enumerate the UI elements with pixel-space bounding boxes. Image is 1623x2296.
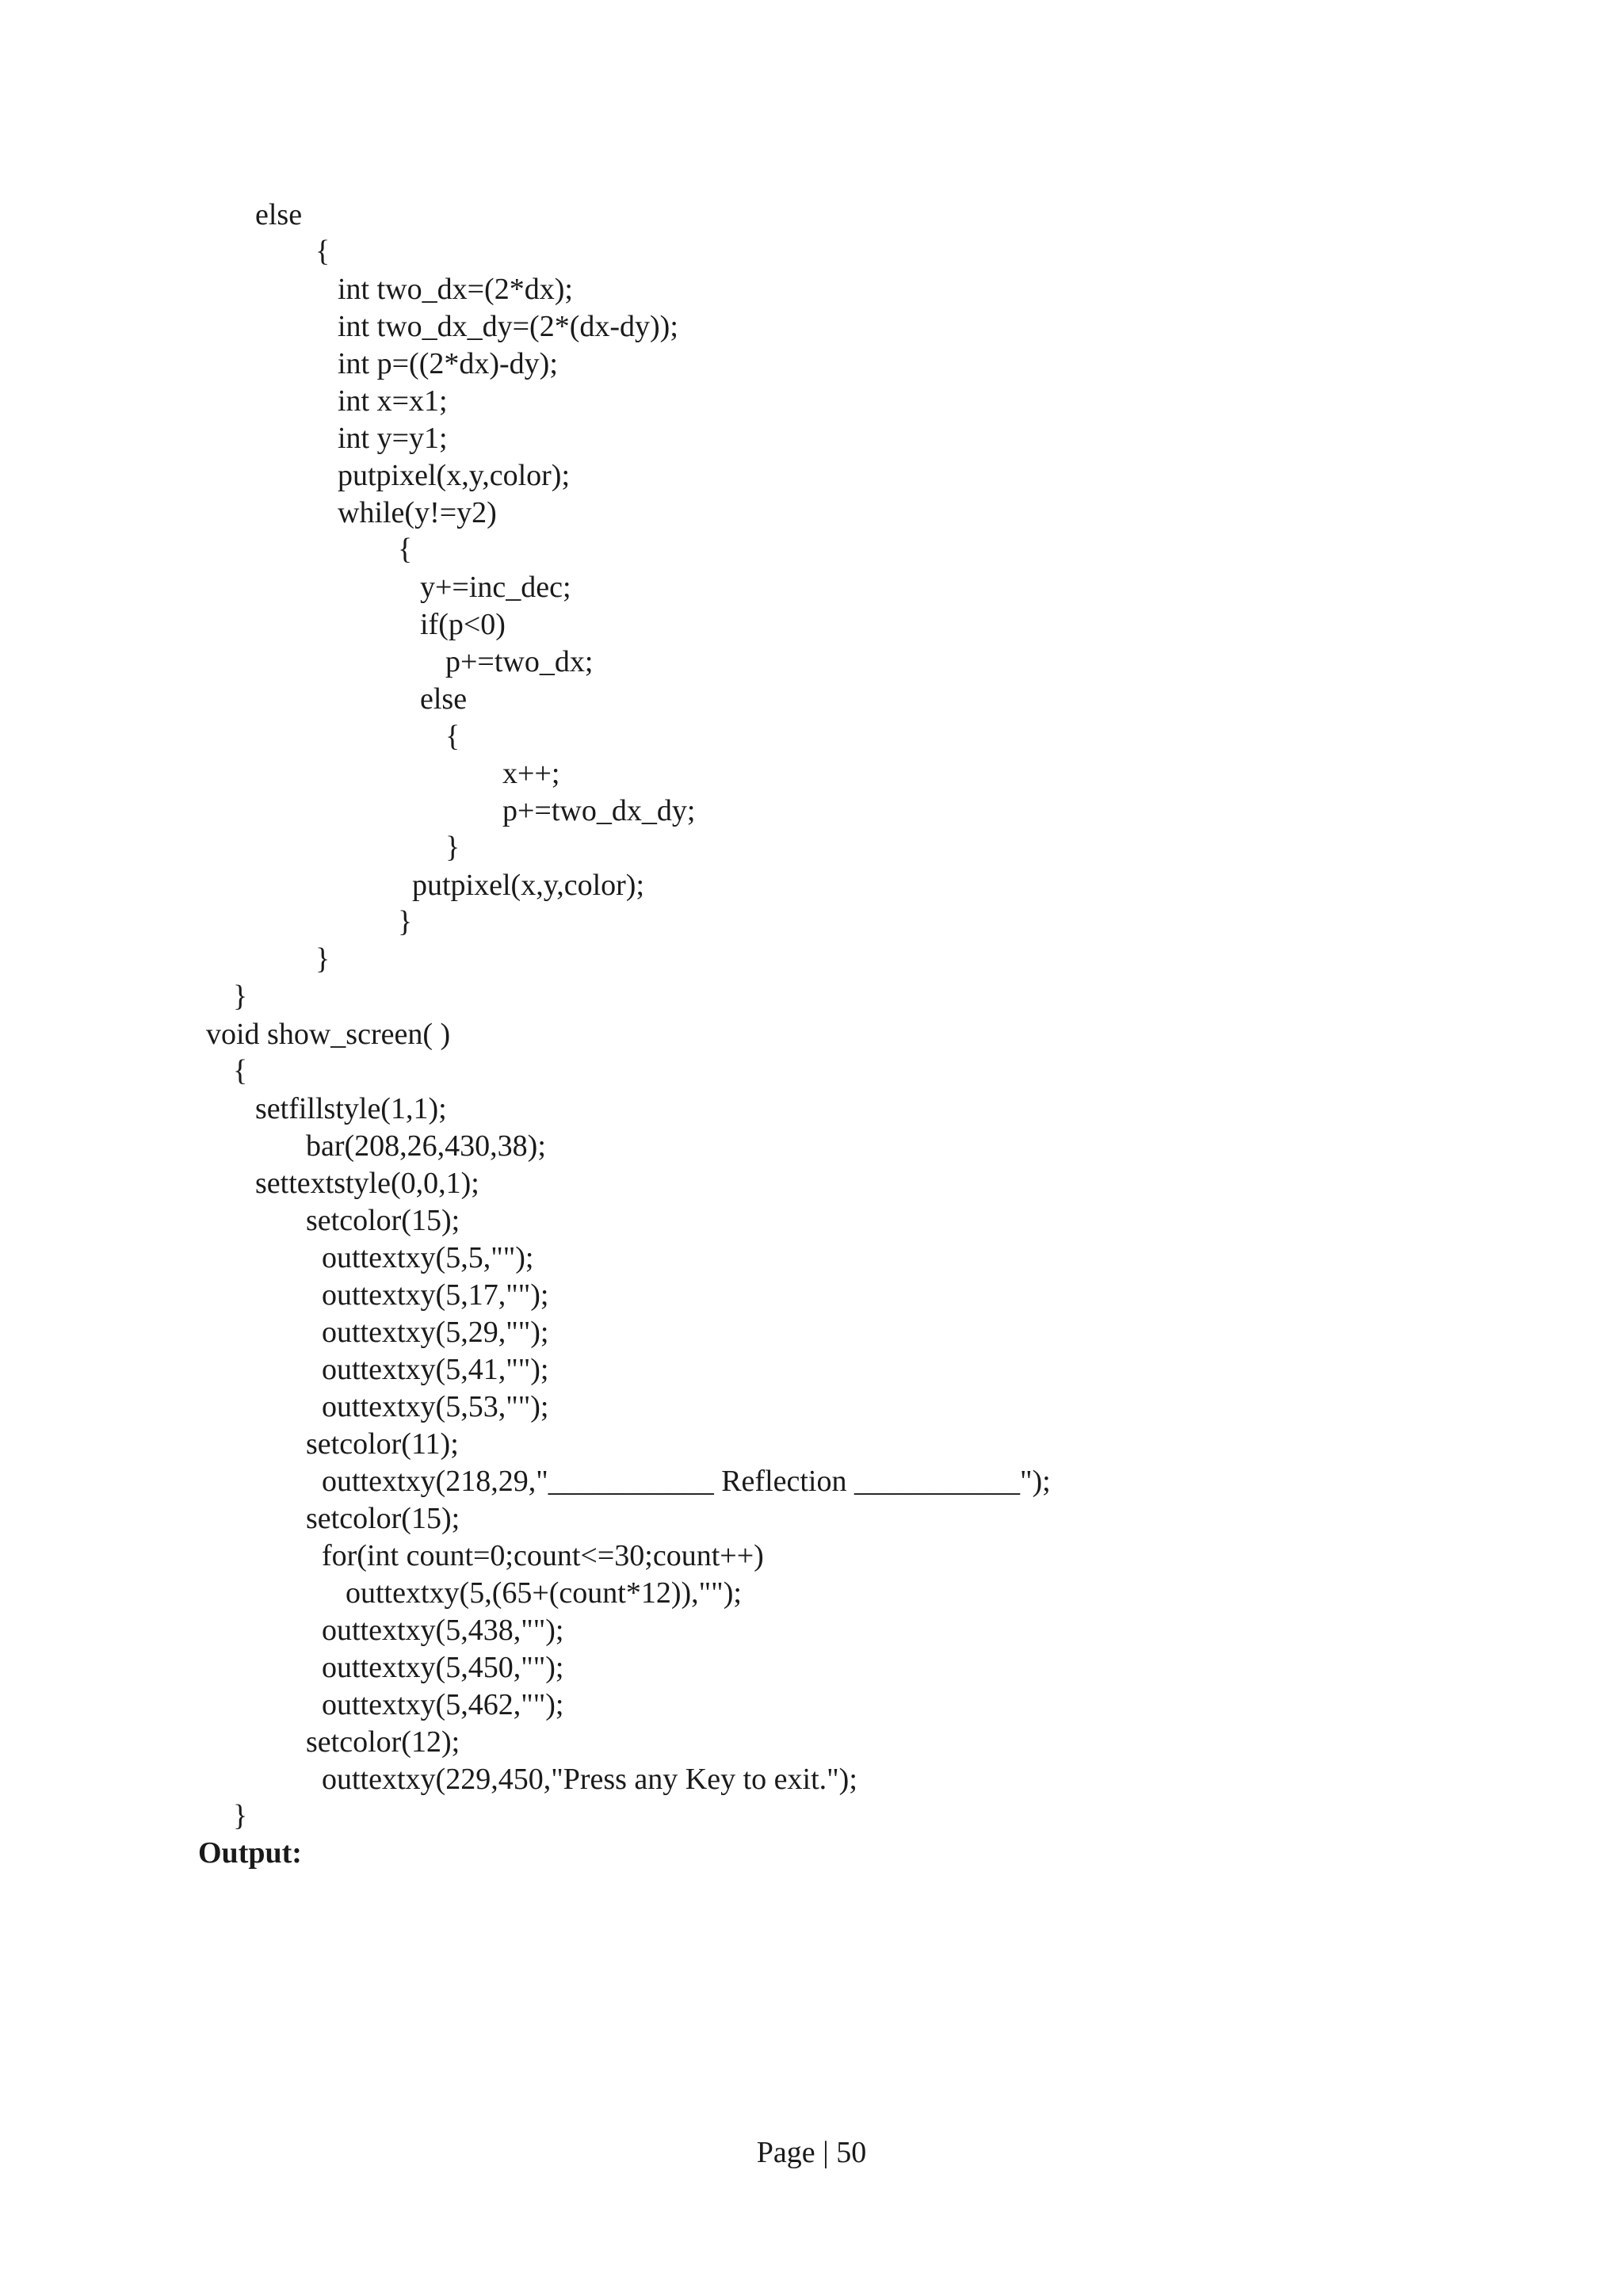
code-line: outtextxy(5,438,""); <box>322 1614 564 1647</box>
code-line: } <box>233 1799 248 1832</box>
code-line: outtextxy(5,29,""); <box>322 1316 549 1349</box>
code-line: int two_dx_dy=(2*(dx-dy)); <box>338 310 678 343</box>
code-line: setcolor(15); <box>306 1204 460 1237</box>
code-line: } <box>233 980 248 1013</box>
code-line: { <box>233 1054 248 1087</box>
code-line: int p=((2*dx)-dy); <box>338 347 558 380</box>
code-line: while(y!=y2) <box>338 496 497 529</box>
code-line: y+=inc_dec; <box>420 571 571 604</box>
code-line: x++; <box>502 757 560 790</box>
output-heading: Output: <box>198 1836 302 1870</box>
code-line: bar(208,26,430,38); <box>306 1129 546 1163</box>
code-line: else <box>420 682 468 716</box>
code-line: p+=two_dx; <box>445 645 594 678</box>
code-line: outtextxy(229,450,"Press any Key to exit."); <box>322 1763 857 1796</box>
code-line: } <box>315 942 330 976</box>
code-line: p+=two_dx_dy; <box>502 794 696 827</box>
code-line: } <box>445 831 460 864</box>
code-line: { <box>315 235 330 268</box>
page-number: Page | 50 <box>756 2136 867 2169</box>
code-line: outtextxy(218,29,"___________ Reflection ___________"); <box>322 1465 1051 1498</box>
page-footer <box>0 2134 1623 2172</box>
code-line: setcolor(11); <box>306 1427 459 1461</box>
code-line: outtextxy(5,450,""); <box>322 1651 564 1684</box>
code-line: putpixel(x,y,color); <box>412 869 645 902</box>
code-line: { <box>445 720 460 753</box>
code-line: } <box>398 905 413 938</box>
code-line: settextstyle(0,0,1); <box>255 1167 479 1200</box>
code-line: int two_dx=(2*dx); <box>338 273 573 306</box>
code-line: putpixel(x,y,color); <box>338 459 571 492</box>
code-line: outtextxy(5,53,""); <box>322 1390 549 1423</box>
code-line: outtextxy(5,17,""); <box>322 1278 549 1312</box>
code-line: setcolor(12); <box>306 1725 460 1759</box>
code-line: else <box>255 198 303 231</box>
code-line: int y=y1; <box>338 422 448 455</box>
code-line: setfillstyle(1,1); <box>255 1092 447 1125</box>
code-line: outtextxy(5,(65+(count*12)),""); <box>346 1576 742 1610</box>
code-line: outtextxy(5,462,""); <box>322 1688 564 1721</box>
code-line: { <box>398 533 413 566</box>
code-line: int x=x1; <box>338 384 448 418</box>
code-line: outtextxy(5,5,""); <box>322 1241 534 1274</box>
code-line: for(int count=0;count<=30;count++) <box>322 1539 764 1572</box>
code-line: if(p<0) <box>420 608 506 641</box>
code-line: outtextxy(5,41,""); <box>322 1353 549 1386</box>
code-line: setcolor(15); <box>306 1502 460 1535</box>
code-line: void show_screen( ) <box>206 1018 451 1051</box>
